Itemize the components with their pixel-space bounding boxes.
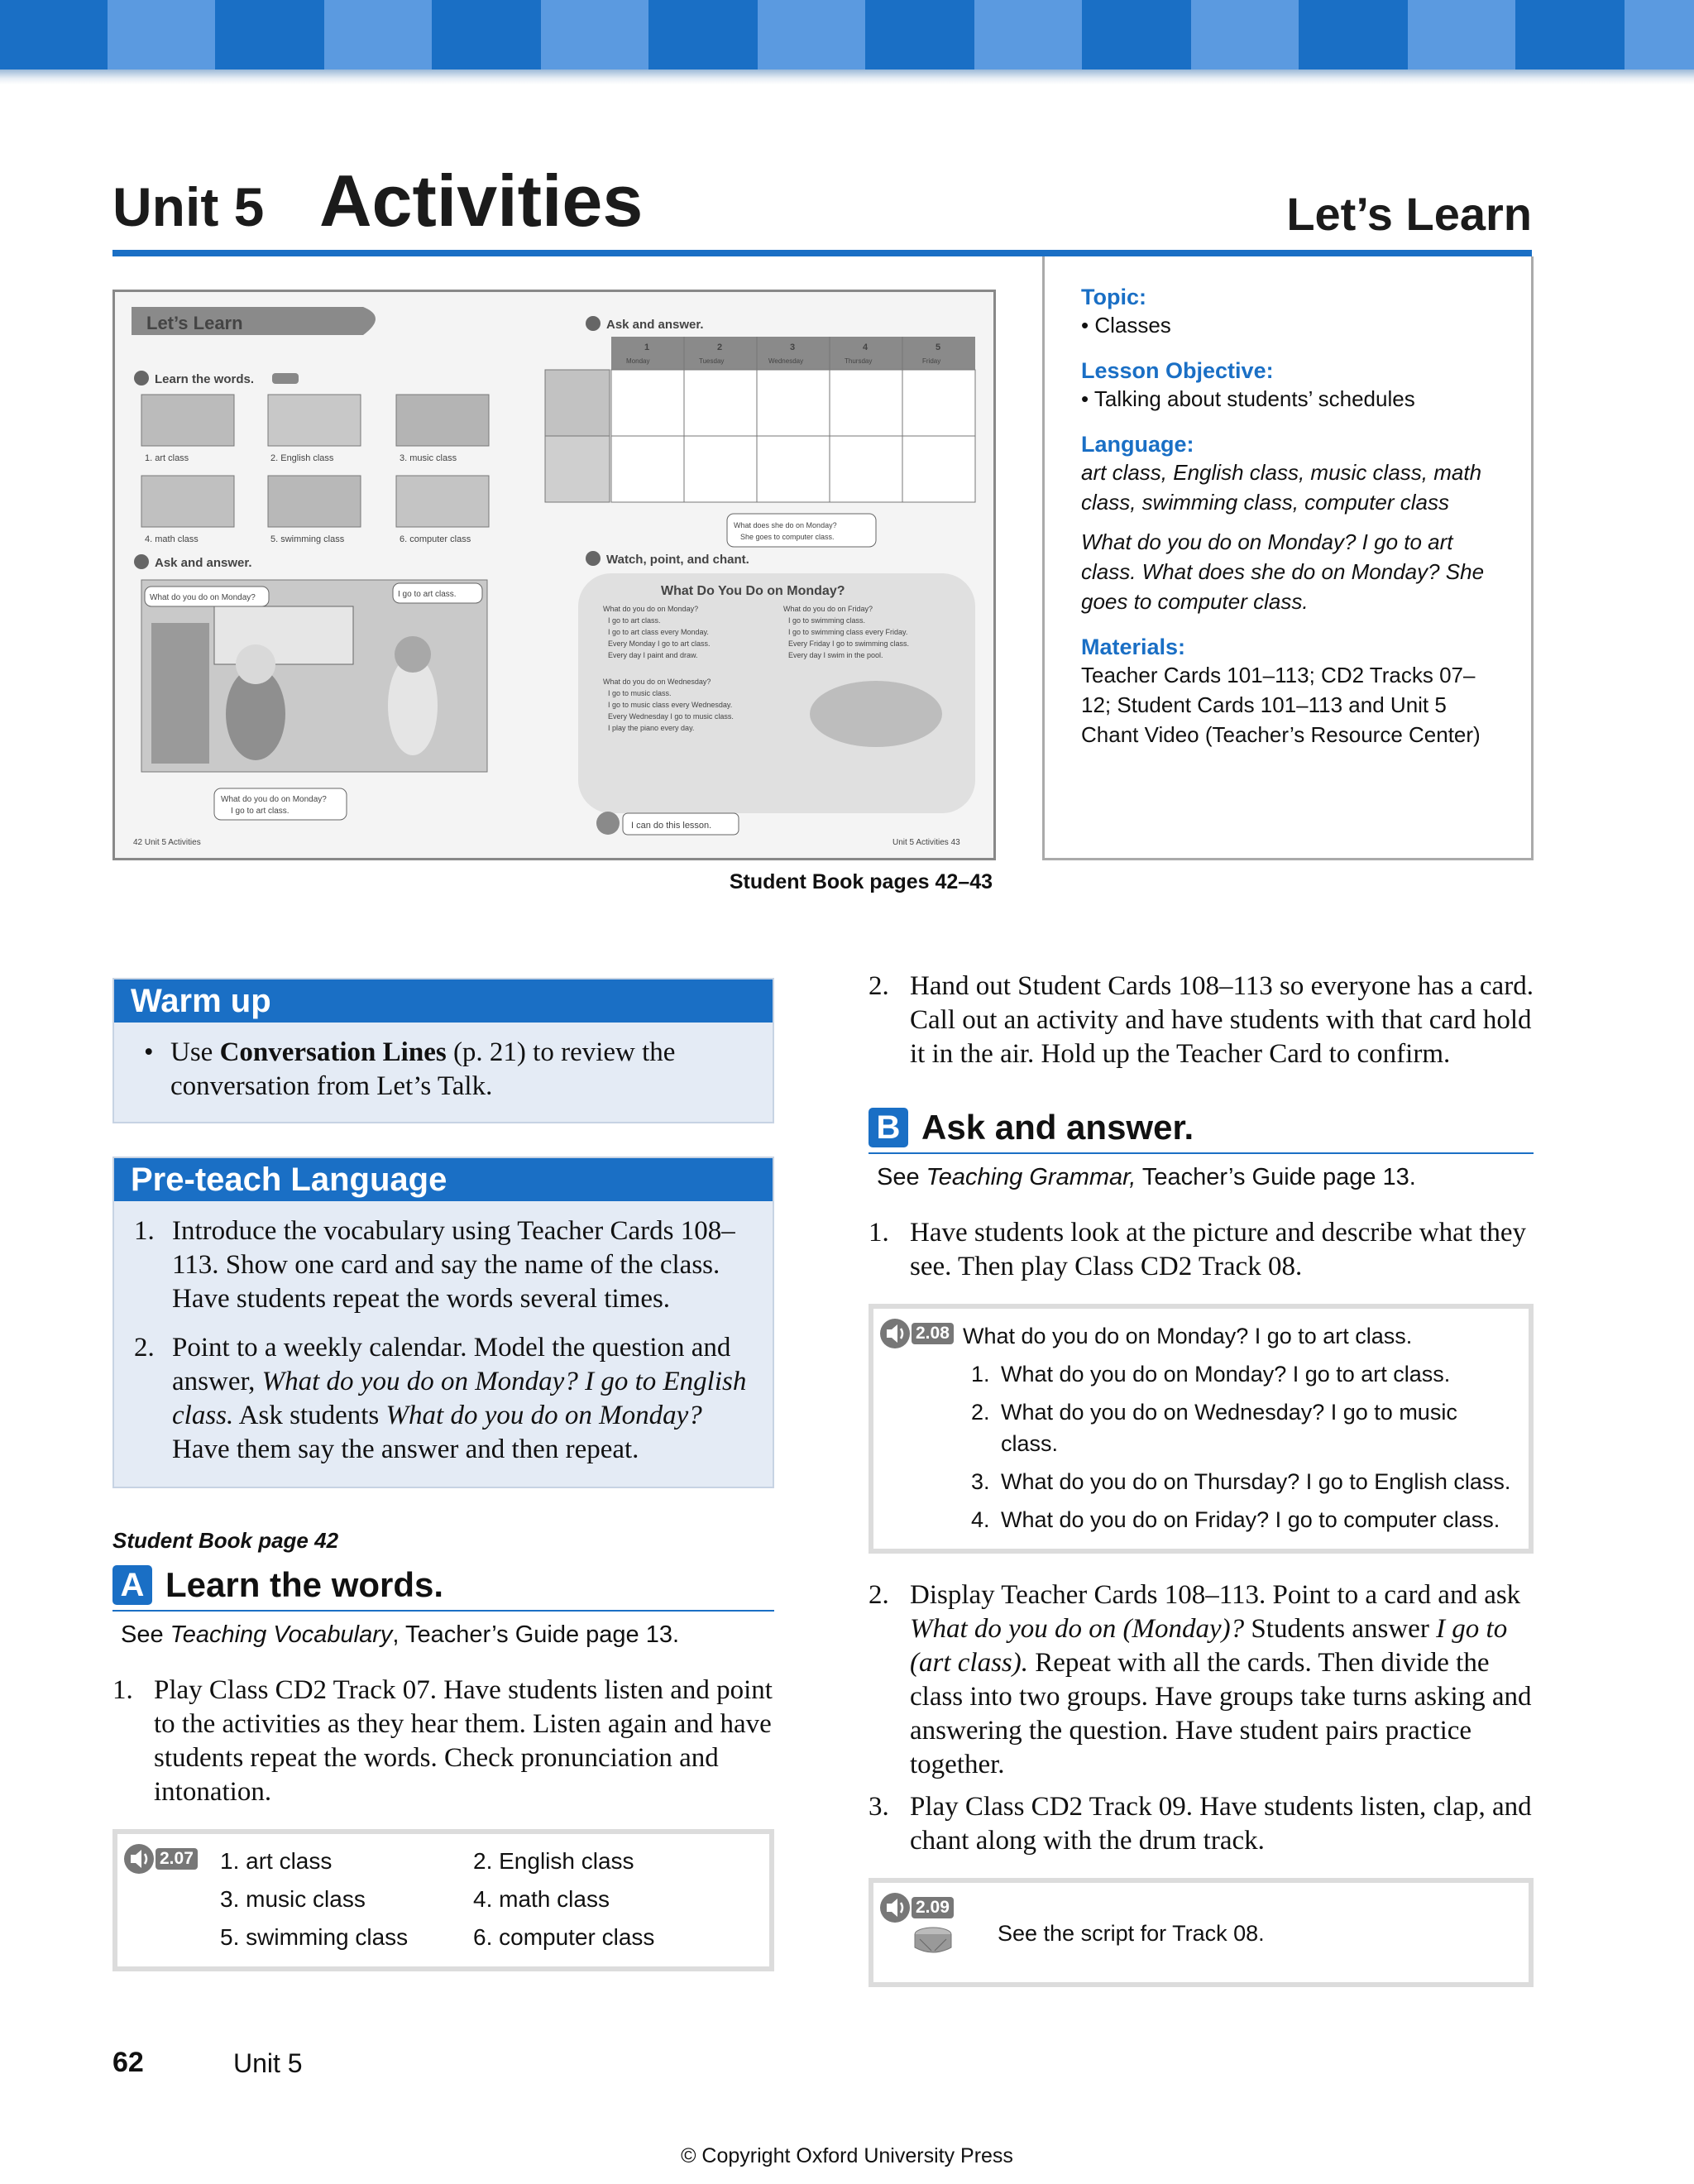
- banner-stripe: [1625, 0, 1694, 69]
- drum-icon: [908, 1924, 958, 1957]
- drum-track-note: See the script for Track 08.: [998, 1921, 1265, 1946]
- vocab-word: 6. computer class: [473, 1924, 655, 1950]
- section-b-step: [869, 1790, 1534, 1858]
- thumb-chant-line: Every Friday I go to swimming class.: [788, 639, 910, 648]
- audio-script-text: What do you do on Monday? I go to art class.: [1001, 1362, 1451, 1387]
- audio-script-item: [971, 1466, 1512, 1497]
- audio-script-text: What do you do on Friday? I go to computer class.: [1001, 1507, 1500, 1532]
- audio-script-text: What do you do on Thursday? I go to English class.: [1001, 1469, 1511, 1494]
- thumb-day-num: 3: [790, 342, 796, 352]
- bullet-mark: •: [144, 1037, 154, 1067]
- pre-teach-continued-step: [869, 970, 1534, 1071]
- banner-stripe: [324, 0, 432, 69]
- pre-teach-example: What do you do on Monday? I go to English class.: [172, 1367, 747, 1430]
- step-example: What do you do on (Monday)?: [910, 1614, 1245, 1644]
- warm-up-text: Use: [170, 1037, 220, 1067]
- warm-up-text: (p. 21) to review the conversation from Let’s Talk.: [170, 1037, 676, 1101]
- pre-teach-example: What do you do on Monday?: [385, 1401, 702, 1430]
- banner-stripe: [758, 0, 865, 69]
- item-number: 3.: [971, 1469, 990, 1494]
- item-number: 1.: [134, 1216, 155, 1246]
- thumb-chant-line: I go to art class.: [608, 616, 661, 625]
- vocab-word: 2. English class: [473, 1848, 634, 1874]
- track-207-box: [112, 1829, 774, 1971]
- language-structures: What do you do on Monday? I go to art class. What does she do on Monday? She goes to computer class.: [1081, 529, 1485, 614]
- thumb-chant-line: I play the piano every day.: [608, 724, 695, 732]
- pre-teach-text: Ask students: [233, 1401, 386, 1430]
- pre-teach-item: [134, 1331, 753, 1467]
- reference-text: , Teacher’s Guide page 13.: [392, 1621, 680, 1648]
- banner-stripe: [541, 0, 648, 69]
- track-209-box: [869, 1878, 1534, 1987]
- step-text: Have students look at the picture and describe what they see. Then play Class CD2 Track 08.: [910, 1218, 1527, 1281]
- item-number: 2.: [134, 1333, 155, 1363]
- audio-script-text: What do you do on Wednesday? I go to music class.: [1001, 1400, 1457, 1456]
- thumb-word: 6. computer class: [400, 534, 471, 544]
- banner-stripe: [1191, 0, 1299, 69]
- unit-title: Activities: [319, 160, 644, 242]
- step-text: Play Class CD2 Track 09. Have students listen, clap, and chant along with the drum track.: [910, 1792, 1532, 1856]
- thumb-d-heading: Watch, point, and chant.: [606, 553, 749, 567]
- banner-stripe: [108, 0, 215, 69]
- item-number: 1.: [971, 1362, 990, 1387]
- thumb-day-num: 5: [936, 342, 941, 352]
- reference-text: Teacher’s Guide page 13.: [1136, 1164, 1416, 1190]
- thumb-chant-line: Every day I swim in the pool.: [788, 651, 883, 659]
- thumb-chant-line: Every day I paint and draw.: [608, 651, 698, 659]
- pre-teach-title: Pre-teach Language: [114, 1158, 773, 1201]
- step-number: 1.: [112, 1675, 133, 1705]
- section-b-heading: [869, 1108, 1534, 1154]
- section-a-heading: [112, 1565, 774, 1612]
- thumb-day: Monday: [626, 357, 650, 365]
- step-number: 1.: [869, 1218, 889, 1248]
- reference-text: See: [877, 1164, 926, 1190]
- audio-track-icon[interactable]: [878, 1317, 954, 1350]
- pre-teach-text: Introduce the vocabulary using Teacher Cards 108–113. Show one card and say the name of the class. Have students repeat the words several times.: [172, 1216, 735, 1314]
- audio-track-icon[interactable]: [122, 1842, 198, 1875]
- audio-script-item: [971, 1396, 1512, 1459]
- audio-track-icon[interactable]: [878, 1891, 958, 1957]
- thumb-day: Friday: [922, 357, 941, 365]
- thumb-c-q: What does she do on Monday?: [734, 521, 837, 529]
- thumb-chant-line: I go to music class every Wednesday.: [608, 701, 733, 709]
- topic-value: • Classes: [1081, 313, 1171, 338]
- language-vocabulary: art class, English class, music class, math class, swimming class, computer class: [1081, 460, 1482, 515]
- section-b-title: Ask and answer.: [921, 1108, 1194, 1147]
- track-208-box: [869, 1304, 1534, 1554]
- thumb-can-do: I can do this lesson.: [631, 821, 712, 831]
- thumb-day: Thursday: [845, 357, 873, 365]
- student-book-thumbnail: [112, 290, 996, 860]
- track-number-badge: 2.09: [912, 1897, 954, 1918]
- thumb-word: 3. music class: [400, 453, 457, 463]
- step-number: 2.: [869, 1580, 889, 1610]
- section-a-letter: A: [112, 1565, 152, 1605]
- page-number: 62: [112, 2047, 144, 2078]
- thumb-chant-title: What Do You Do on Monday?: [661, 584, 845, 598]
- section-b-letter: B: [869, 1108, 908, 1147]
- thumb-chant-line: What do you do on Wednesday?: [603, 678, 711, 686]
- speaker-icon: [122, 1842, 159, 1875]
- objective-label: Lesson Objective:: [1081, 358, 1274, 383]
- top-banner: [0, 0, 1694, 69]
- thumb-chant-line: I go to swimming class.: [788, 616, 866, 625]
- thumb-c-a: She goes to computer class.: [740, 533, 835, 541]
- thumb-left-footer: 42 Unit 5 Activities: [133, 838, 201, 847]
- step-text: Play Class CD2 Track 07. Have students listen and point to the activities as they hear them. Listen again and have students repeat the words. Check pronunciation and intonation.: [154, 1675, 773, 1807]
- banner-stripe: [1408, 0, 1515, 69]
- thumb-day: Tuesday: [699, 357, 725, 365]
- item-number: 2.: [971, 1400, 990, 1425]
- topic-label: Topic:: [1081, 285, 1146, 309]
- thumb-bubble-a: I go to art class.: [398, 590, 457, 599]
- step-number: 3.: [869, 1792, 889, 1822]
- copyright-notice: © Copyright Oxford University Press: [681, 2144, 1013, 2167]
- vocab-word: 5. swimming class: [220, 1924, 409, 1950]
- lesson-info-panel: [1042, 256, 1534, 860]
- section-b-step: [869, 1578, 1534, 1782]
- step-text: Display Teacher Cards 108–113. Point to a card and ask: [910, 1580, 1521, 1610]
- audio-script-item: [971, 1504, 1512, 1535]
- thumb-word: 4. math class: [145, 534, 199, 544]
- pre-teach-text: Have them say the answer and then repeat.: [172, 1434, 639, 1464]
- student-book-caption: Student Book pages 42–43: [729, 870, 993, 893]
- pre-teach-item: [134, 1214, 753, 1316]
- step-text: Students answer: [1244, 1614, 1437, 1644]
- reference-title: Teaching Vocabulary: [170, 1621, 393, 1648]
- materials-value: Teacher Cards 101–113; CD2 Tracks 07–12; Student Cards 101–113 and Unit 5 Chant Video (Teacher’s Resource Center): [1081, 663, 1481, 747]
- thumb-word: 2. English class: [270, 453, 334, 463]
- footer-unit: Unit 5: [233, 2048, 303, 2078]
- track-number-badge: 2.07: [156, 1848, 198, 1870]
- vocab-word: 3. music class: [220, 1886, 366, 1912]
- speaker-icon: [878, 1317, 915, 1350]
- thumb-bottom-q: What do you do on Monday?: [221, 795, 327, 804]
- thumb-day-num: 4: [863, 342, 869, 352]
- unit-label: Unit 5: [112, 176, 265, 237]
- section-a-title: Learn the words.: [165, 1565, 444, 1604]
- banner-stripe: [974, 0, 1082, 69]
- header-rule: [112, 250, 1532, 256]
- thumb-bubble-q: What do you do on Monday?: [150, 593, 256, 602]
- thumb-chant-line: I go to swimming class every Friday.: [788, 628, 908, 636]
- section-b-step: [869, 1216, 1534, 1284]
- thumb-a-heading: Learn the words.: [155, 372, 255, 386]
- reference-text: See: [121, 1621, 170, 1648]
- vocab-word: 4. math class: [473, 1886, 610, 1912]
- right-column: [869, 970, 1534, 1987]
- thumb-word: 5. swimming class: [270, 534, 345, 544]
- objective-value: • Talking about students’ schedules: [1081, 386, 1415, 411]
- thumb-chant-line: Every Wednesday I go to music class.: [608, 712, 734, 721]
- warm-up-panel: [112, 978, 774, 1123]
- thumb-chant-line: Every Monday I go to art class.: [608, 639, 711, 648]
- student-book-page-note: Student Book page 42: [112, 1528, 339, 1553]
- thumb-chant-line: What do you do on Friday?: [783, 605, 873, 613]
- thumb-day-num: 2: [717, 342, 723, 352]
- vocab-word: 1. art class: [220, 1848, 333, 1874]
- section-a-reference: [121, 1621, 774, 1649]
- speaker-icon: [878, 1891, 915, 1924]
- step-text: Hand out Student Cards 108–113 so everyone has a card. Call out an activity and have students with that card hold it in the air. Hold up the Teacher Card to confirm.: [910, 971, 1534, 1069]
- thumb-chant-line: I go to music class.: [608, 689, 672, 697]
- item-number: 4.: [971, 1507, 990, 1532]
- section-label: Let’s Learn: [1286, 188, 1532, 240]
- pre-teach-text: Point to a weekly calendar. Model the question and answer,: [172, 1333, 731, 1396]
- thumb-b-heading: Ask and answer.: [155, 556, 252, 570]
- step-text: Repeat with all the cards. Then divide the class into two groups. Have groups take turns asking and answering the question. Have student pairs practice together.: [910, 1648, 1532, 1779]
- thumb-word: 1. art class: [145, 453, 189, 463]
- thumb-lets-learn: Let’s Learn: [146, 313, 243, 333]
- student-book-illustration: [115, 292, 993, 858]
- section-b-reference: [877, 1164, 1534, 1191]
- language-label: Language:: [1081, 432, 1194, 457]
- banner-shadow: [0, 69, 1694, 84]
- thumb-chant-line: I go to art class every Monday.: [608, 628, 709, 636]
- track-number-badge: 2.08: [912, 1323, 954, 1344]
- pre-teach-panel: [112, 1157, 774, 1488]
- thumb-bottom-a: I go to art class.: [231, 807, 290, 816]
- conversation-lines-term: Conversation Lines: [219, 1037, 447, 1067]
- thumb-c-heading: Ask and answer.: [606, 318, 704, 332]
- reference-title: Teaching Grammar,: [926, 1164, 1137, 1190]
- left-column: [112, 978, 774, 1971]
- materials-label: Materials:: [1081, 635, 1186, 659]
- thumb-day-num: 1: [644, 342, 650, 352]
- step-number: 2.: [869, 971, 889, 1001]
- audio-script-head: What do you do on Monday? I go to art class.: [963, 1324, 1413, 1348]
- thumb-day: Wednesday: [768, 357, 804, 365]
- audio-script-item: [971, 1358, 1512, 1390]
- thumb-chant-line: What do you do on Monday?: [603, 605, 699, 613]
- section-a-step: [112, 1674, 774, 1809]
- warm-up-title: Warm up: [114, 979, 773, 1023]
- thumb-right-footer: Unit 5 Activities 43: [892, 838, 960, 847]
- warm-up-item: [144, 1036, 743, 1104]
- step-example: I go to (art class).: [910, 1614, 1508, 1678]
